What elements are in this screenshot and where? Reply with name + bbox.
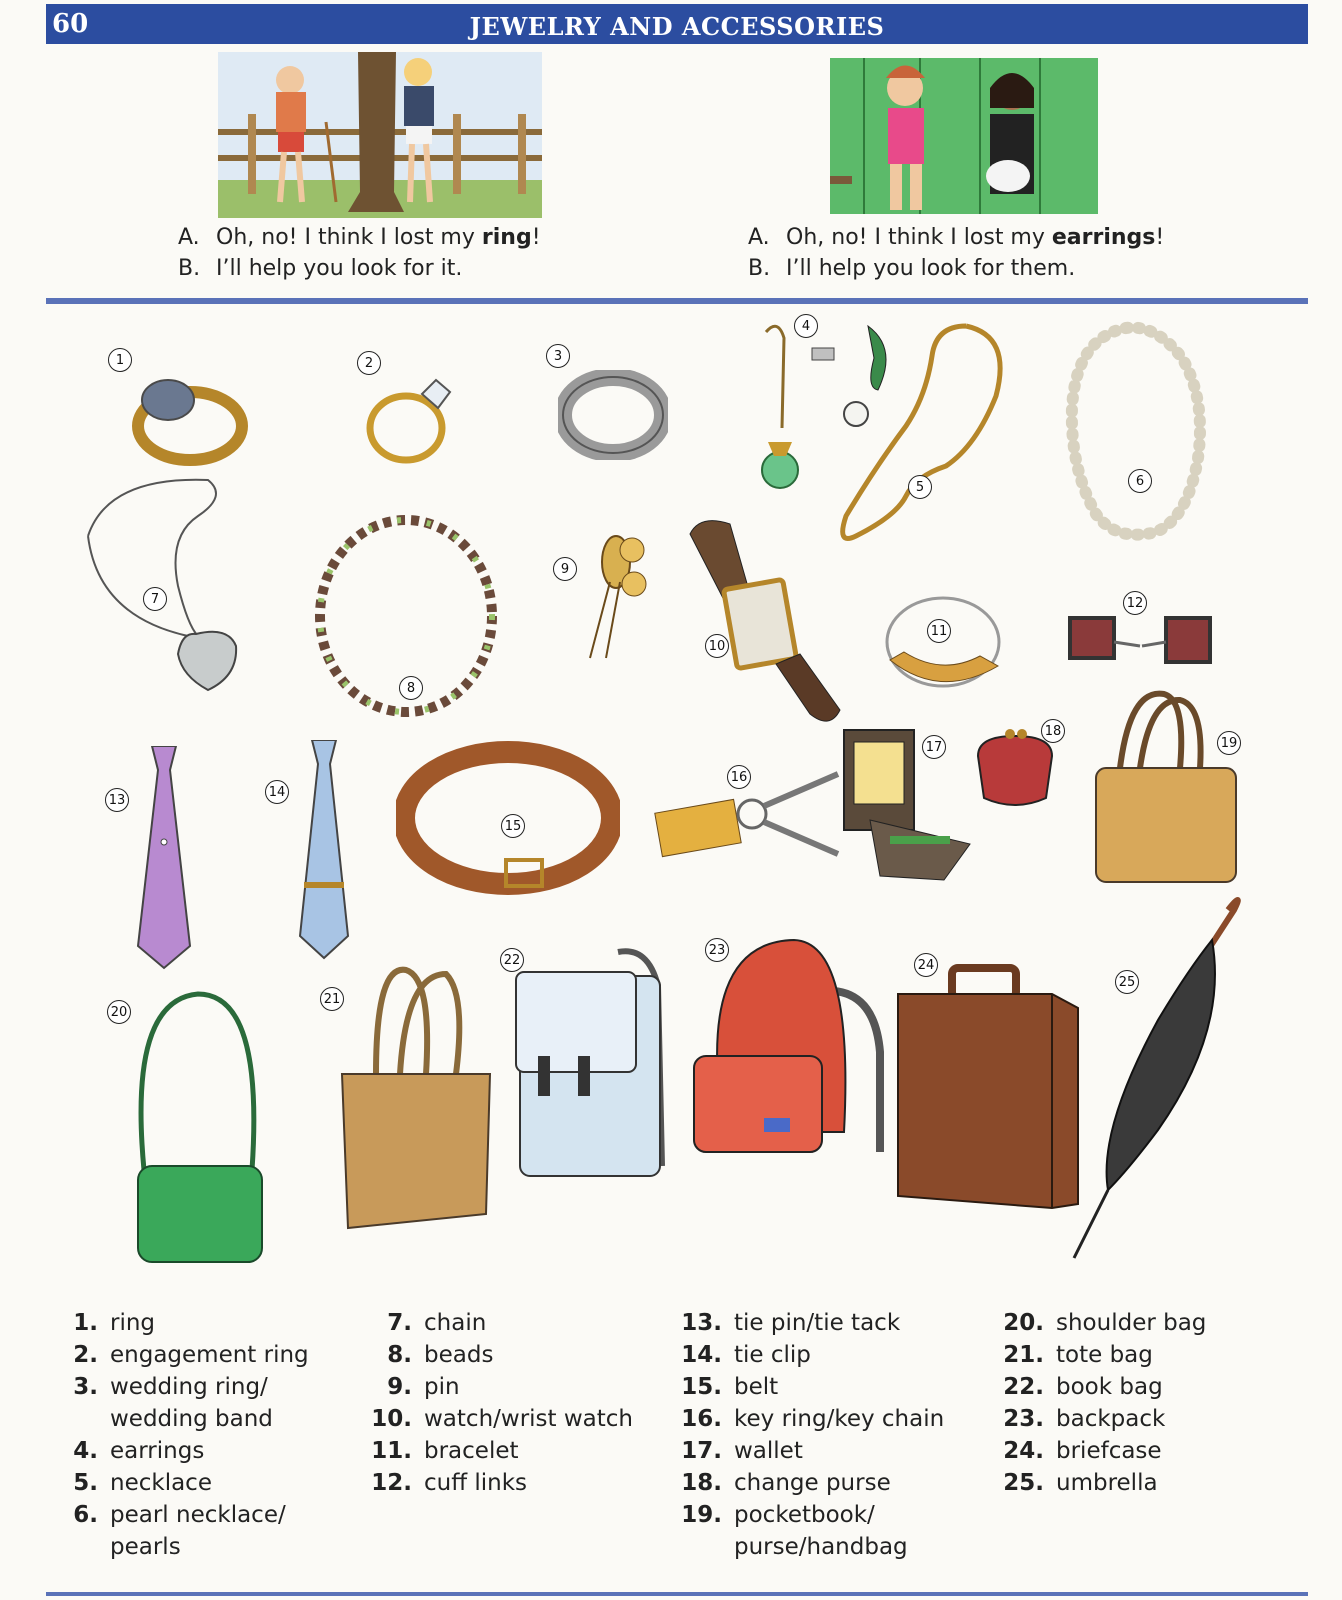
item-number-badge: 10	[705, 634, 729, 658]
umbrella-illustration	[1068, 890, 1244, 1262]
vocab-term: necklace	[110, 1470, 212, 1496]
vocab-number: 23.	[1003, 1406, 1044, 1432]
vocab-term: cuff links	[424, 1470, 528, 1496]
item-number-badge: 5	[908, 475, 932, 499]
engagement-ring-illustration	[362, 372, 462, 468]
vocab-item-continuation: wedding band	[110, 1406, 273, 1432]
vocab-number: 2.	[73, 1342, 98, 1368]
page-header	[46, 4, 1308, 44]
necklace-illustration	[836, 316, 1016, 556]
item-number-badge: 1	[108, 348, 132, 372]
tie-pin-illustration	[136, 746, 192, 970]
vocab-item	[672, 1467, 944, 1499]
vocab-term: key ring/key chain	[734, 1406, 945, 1432]
vocab-number: 19.	[681, 1502, 722, 1528]
vocab-number: 14.	[681, 1342, 722, 1368]
vocab-term: beads	[424, 1342, 494, 1368]
vocab-item	[362, 1307, 633, 1339]
dialog-keyword: earrings	[1051, 225, 1156, 250]
vocab-item	[362, 1403, 633, 1435]
vocab-number: 10.	[371, 1406, 412, 1432]
scene-lost-earrings	[830, 58, 1098, 214]
vocab-term: tote bag	[1056, 1342, 1153, 1368]
vocab-item	[672, 1339, 944, 1371]
speaker-a: A.	[748, 225, 770, 250]
dialog-punct: !	[1155, 225, 1165, 250]
vocab-item	[362, 1339, 633, 1371]
item-number-badge: 9	[553, 557, 577, 581]
vocab-item	[994, 1435, 1206, 1467]
vocab-number: 7.	[387, 1310, 412, 1336]
pin-illustration	[576, 522, 660, 662]
section-divider	[46, 298, 1308, 304]
watch-illustration	[680, 514, 852, 732]
vocab-term: engagement ring	[110, 1342, 309, 1368]
book-bag-illustration	[508, 946, 672, 1190]
vocab-term: pin	[424, 1374, 460, 1400]
wallet-illustration	[840, 726, 974, 882]
item-number-badge: 12	[1123, 591, 1147, 615]
vocab-term: briefcase	[1056, 1438, 1162, 1464]
item-number-badge: 2	[357, 351, 381, 375]
vocab-number: 22.	[1003, 1374, 1044, 1400]
vocab-term: change purse	[734, 1470, 891, 1496]
vocab-item	[994, 1307, 1206, 1339]
dialog-text: I’ll help you look for them.	[786, 256, 1076, 281]
page-number: 60	[52, 9, 89, 39]
vocab-item	[672, 1435, 944, 1467]
vocab-item	[362, 1435, 633, 1467]
vocab-item	[48, 1371, 309, 1403]
item-number-badge: 23	[705, 938, 729, 962]
pocketbook-illustration	[1090, 688, 1242, 888]
item-number-badge: 4	[794, 314, 818, 338]
vocab-number: 20.	[1003, 1310, 1044, 1336]
item-number-badge: 17	[922, 735, 946, 759]
vocab-number: 18.	[681, 1470, 722, 1496]
vocab-term: earrings	[110, 1438, 205, 1464]
vocab-number: 15.	[681, 1374, 722, 1400]
vocab-column-3	[672, 1307, 944, 1563]
dialog-punct: !	[531, 225, 541, 250]
vocab-item	[672, 1499, 944, 1531]
vocab-term: wedding ring/	[110, 1374, 268, 1400]
vocab-term: chain	[424, 1310, 487, 1336]
dialog-keyword: ring	[481, 225, 532, 250]
item-number-badge: 21	[320, 987, 344, 1011]
item-number-badge: 18	[1041, 719, 1065, 743]
dialog-line-a	[748, 222, 1164, 253]
vocab-term: umbrella	[1056, 1470, 1158, 1496]
item-number-badge: 7	[143, 587, 167, 611]
vocab-term: pocketbook/	[734, 1502, 875, 1528]
dialog-line-a	[178, 222, 541, 253]
vocab-column-1	[48, 1307, 309, 1563]
vocab-item-continuation: pearls	[110, 1534, 181, 1560]
backpack-illustration	[684, 932, 888, 1182]
speaker-a: A.	[178, 225, 200, 250]
item-number-badge: 6	[1128, 469, 1152, 493]
vocab-term: book bag	[1056, 1374, 1163, 1400]
vocab-item-continuation: purse/handbag	[734, 1534, 908, 1560]
dialog-text: Oh, no! I think I lost my	[786, 225, 1052, 250]
item-number-badge: 25	[1115, 970, 1139, 994]
vocab-number: 12.	[371, 1470, 412, 1496]
vocab-item	[362, 1467, 633, 1499]
vocab-item	[672, 1371, 944, 1403]
vocab-item	[672, 1403, 944, 1435]
scene-lost-ring	[218, 52, 542, 218]
vocab-item	[994, 1339, 1206, 1371]
vocab-number: 11.	[371, 1438, 412, 1464]
vocab-term: wallet	[734, 1438, 803, 1464]
vocab-column-2	[362, 1307, 633, 1499]
pearl-necklace-illustration	[1056, 318, 1216, 544]
vocab-item	[994, 1467, 1206, 1499]
vocab-number: 8.	[387, 1342, 412, 1368]
vocab-number: 13.	[681, 1310, 722, 1336]
vocab-column-4	[994, 1307, 1206, 1499]
vocab-number: 16.	[681, 1406, 722, 1432]
speaker-b: B.	[748, 256, 771, 281]
item-number-badge: 22	[500, 948, 524, 972]
vocab-term: tie clip	[734, 1342, 811, 1368]
vocab-term: belt	[734, 1374, 779, 1400]
vocab-item	[672, 1307, 944, 1339]
vocab-item	[48, 1499, 309, 1531]
vocab-term: shoulder bag	[1056, 1310, 1207, 1336]
vocab-term: backpack	[1056, 1406, 1166, 1432]
vocab-item	[48, 1467, 309, 1499]
dialog-line-b	[178, 253, 541, 284]
tie-clip-illustration	[294, 740, 354, 960]
ring-illustration	[126, 370, 250, 466]
vocab-item	[48, 1339, 309, 1371]
vocab-number: 3.	[73, 1374, 98, 1400]
vocab-number: 17.	[681, 1438, 722, 1464]
vocab-term: bracelet	[424, 1438, 519, 1464]
chain-illustration	[78, 476, 248, 694]
footer-divider	[46, 1592, 1308, 1596]
vocab-number: 9.	[387, 1374, 412, 1400]
tote-bag-illustration	[336, 964, 496, 1232]
item-number-badge: 3	[546, 344, 570, 368]
vocab-number: 21.	[1003, 1342, 1044, 1368]
vocab-item	[362, 1371, 633, 1403]
cuff-links-illustration	[1064, 612, 1232, 672]
briefcase-illustration	[892, 964, 1084, 1212]
vocab-item	[48, 1435, 309, 1467]
dialog-earrings	[748, 222, 1164, 284]
vocab-number: 5.	[73, 1470, 98, 1496]
item-number-badge: 11	[927, 619, 951, 643]
vocab-number: 4.	[73, 1438, 98, 1464]
page-title: JEWELRY AND ACCESSORIES	[469, 12, 885, 41]
vocab-term: tie pin/tie tack	[734, 1310, 901, 1336]
shoulder-bag-illustration	[128, 990, 268, 1268]
item-number-badge: 19	[1217, 731, 1241, 755]
vocab-term: watch/wrist watch	[424, 1406, 634, 1432]
item-number-badge: 8	[399, 676, 423, 700]
vocab-term: pearl necklace/	[110, 1502, 286, 1528]
item-number-badge: 24	[914, 953, 938, 977]
item-number-badge: 13	[105, 788, 129, 812]
dialog-text: I’ll help you look for it.	[216, 256, 463, 281]
wedding-ring-illustration	[558, 370, 668, 460]
vocab-item	[994, 1403, 1206, 1435]
dialog-text: Oh, no! I think I lost my	[216, 225, 482, 250]
vocab-number: 24.	[1003, 1438, 1044, 1464]
item-number-badge: 14	[265, 780, 289, 804]
vocab-item	[48, 1307, 309, 1339]
item-number-badge: 16	[727, 765, 751, 789]
item-number-badge: 20	[107, 1000, 131, 1024]
dialog-line-b	[748, 253, 1164, 284]
item-number-badge: 15	[501, 814, 525, 838]
vocab-term: ring	[110, 1310, 156, 1336]
vocab-number: 1.	[73, 1310, 98, 1336]
speaker-b: B.	[178, 256, 201, 281]
vocab-number: 25.	[1003, 1470, 1044, 1496]
vocab-number: 6.	[73, 1502, 98, 1528]
vocab-item	[994, 1371, 1206, 1403]
dialog-ring	[178, 222, 541, 284]
